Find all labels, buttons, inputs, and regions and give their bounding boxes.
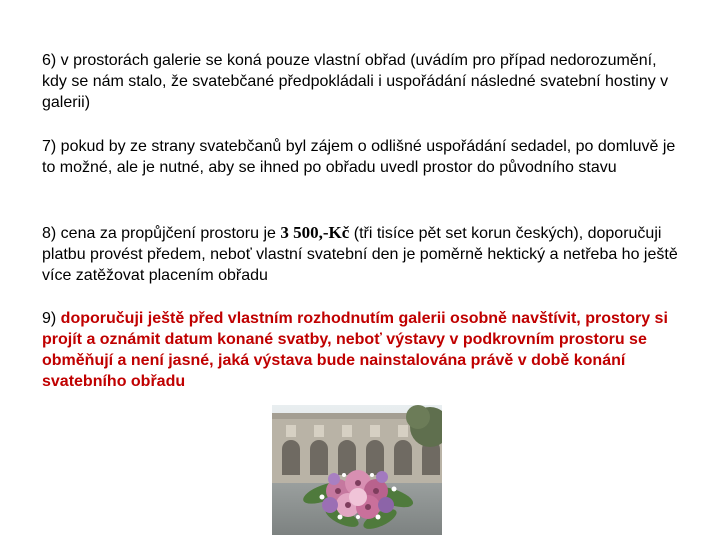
wedding-bouquet-photo [272,405,442,535]
item-8-text-before: 8) cena za propůjčení prostoru je [42,225,281,242]
item-8 [42,222,682,286]
item-9-number: 9) [42,310,61,327]
item-6-text: 6) v prostorách galerie se koná pouze vlastní obřad (uvádím pro případ nedorozumění, kdy se nám stalo, že svatebčané předpokládali i uspořádání následné svatební hostiny v galerii) [42,52,669,111]
bouquet-image-drawing [272,405,442,535]
item-9 [42,308,682,392]
item-9-highlighted-text: doporučuji ještě před vlastním rozhodnutím galerii osobně navštívit, prostory si projít a oznámit datum konané svatby, neboť výstavy v podkrovním prostoru se obměňují a není jasné, jaká výstava bude nainstalována právě v době konání svatebního obřadu [42,310,668,390]
item-8-text-after: (tři tisíce pět set korun českých), doporučuji platbu provést předem, neboť vlastní svatební den je poměrně hektický a netřeba ho ještě více zatěžovat placením obřadu [42,225,678,284]
price-value: 3 500,-Kč [280,223,350,242]
item-7-text: 7) pokud by ze strany svatebčanů byl zájem o odlišné uspořádání sedadel, po domluvě je to možné, ale je nutné, aby se ihned po obřadu uvedl prostor do původního stavu [42,138,676,176]
